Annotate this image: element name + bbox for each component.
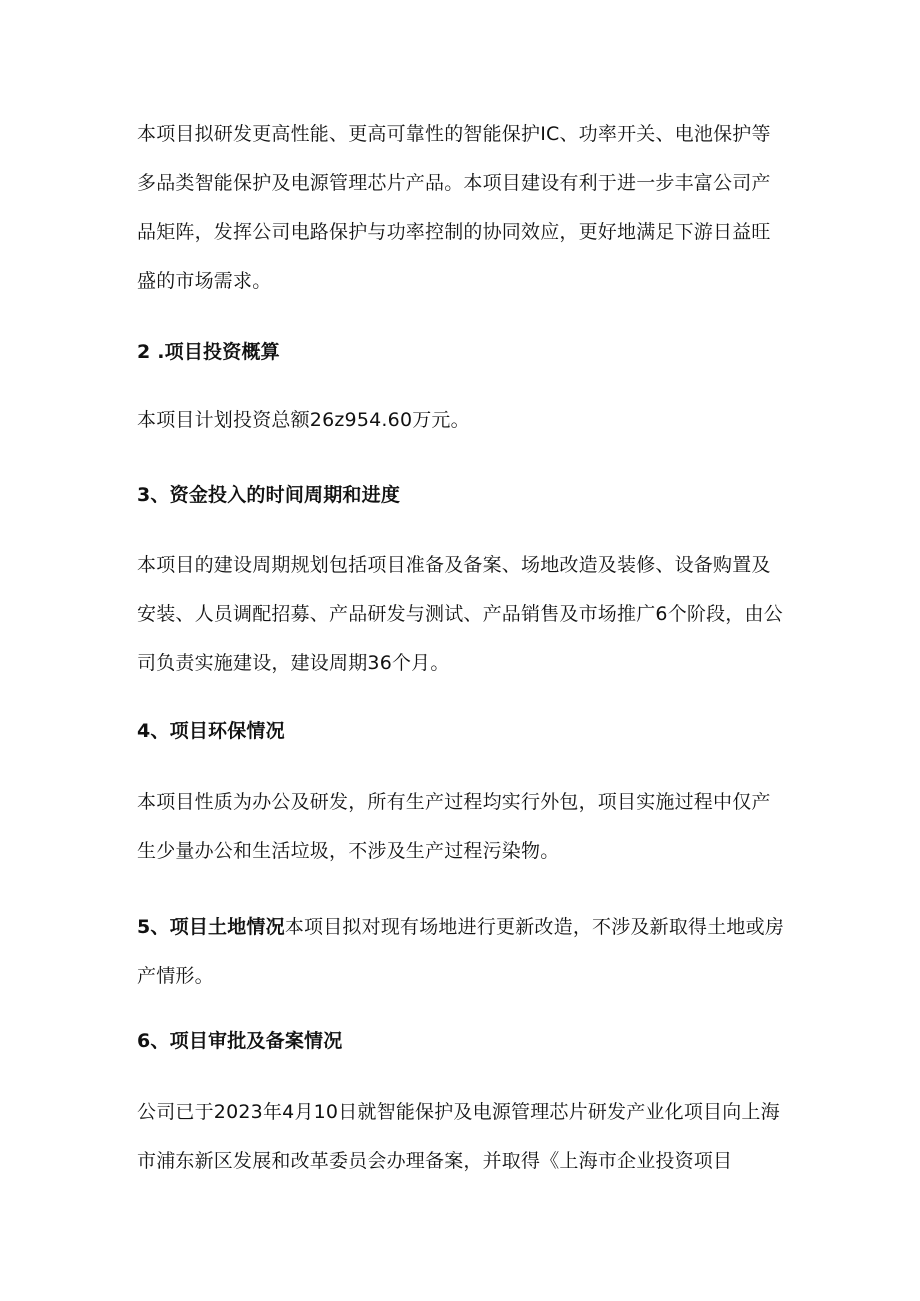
section-3-body: 本项目的建设周期规划包括项目准备及备案、场地改造及装修、设备购置及安装、人员调配招募、产品研发与测试、产品销售及市场推广6个阶段，由公司负责实施建设，建设周期36个月。 <box>137 554 783 674</box>
section-2-heading: 2 .项目投资概算 <box>137 341 280 363</box>
section-5-heading: 5、项目土地情况 <box>137 916 285 938</box>
intro-paragraph: 本项目拟研发更高性能、更高可靠性的智能保护IC、功率开关、电池保护等多品类智能保护及电源管理芯片产品。本项目建设有利于进一步丰富公司产品矩阵，发挥公司电路保护与功率控制的协同效应，更好地满足下游日益旺盛的市场需求。 <box>137 123 771 292</box>
section-4-body: 本项目性质为办公及研发，所有生产过程均实行外包，项目实施过程中仅产生少量办公和生活垃圾，不涉及生产过程污染物。 <box>137 791 771 862</box>
section-4-heading: 4、项目环保情况 <box>137 720 285 742</box>
section-2-body: 本项目计划投资总额26z954.60万元。 <box>137 409 470 431</box>
section-5-paragraph <box>137 903 787 1001</box>
section-6-body: 公司已于2023年4月10日就智能保护及电源管理芯片研发产业化项目向上海市浦东新区发展和改革委员会办理备案，并取得《上海市企业投资项目 <box>137 1101 780 1172</box>
section-3-heading: 3、资金投入的时间周期和进度 <box>137 484 401 506</box>
section-6-heading: 6、项目审批及备案情况 <box>137 1030 343 1052</box>
section-5-body: 本项目拟对现有场地进行更新改造，不涉及新取得土地或房产情形。 <box>137 916 785 987</box>
